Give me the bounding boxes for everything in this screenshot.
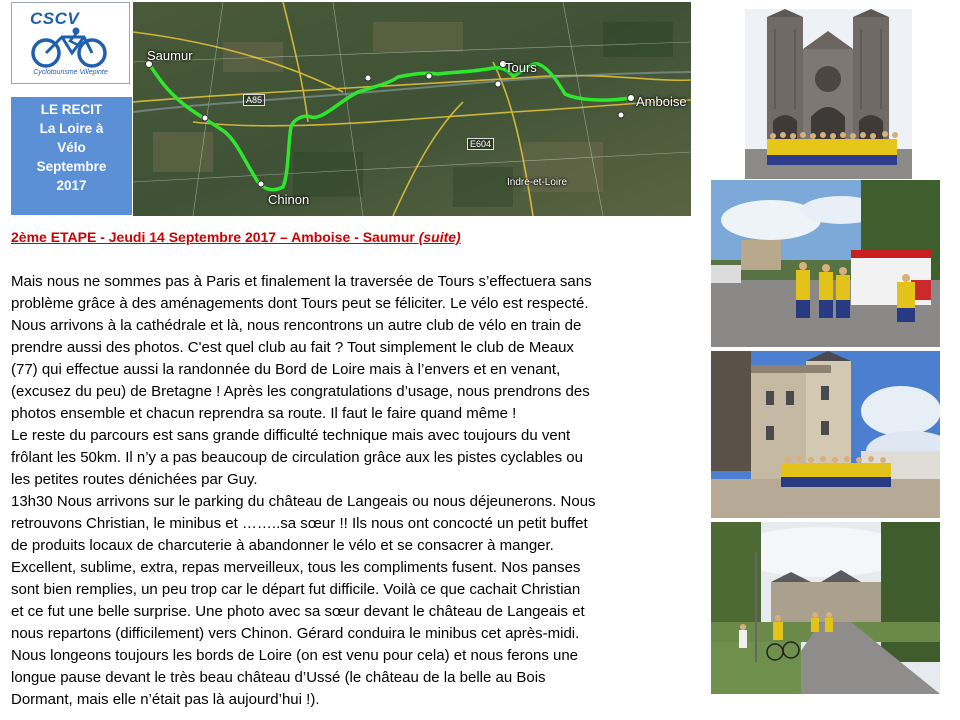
road-label-e604: E604 — [467, 138, 494, 150]
body-line: Dormant, mais elle n’était pas là aujourd’hui !). — [11, 691, 320, 708]
photo-cathedral — [745, 9, 912, 179]
body-line: (excusez du peu) de Bretagne ! Après les congratulations d’usage, nous prendrons des — [11, 383, 590, 400]
title-line: Vélo — [57, 140, 86, 155]
body-line: photos ensemble et chacun reprendra sa route. Il faut le faire quand même ! — [11, 405, 517, 422]
title-line: 2017 — [56, 178, 87, 193]
stage-heading-main: 2ème ETAPE - Jeudi 14 Septembre 2017 – Amboise - Saumur — [11, 229, 419, 245]
logo-subtitle: Cyclotourisme Villepinte — [33, 69, 108, 76]
body-line: les petites routes dénichées par Guy. — [11, 471, 258, 488]
body-line: de produits locaux de charcuterie à abandonner le vélo et se consacrer à manger. — [11, 537, 554, 554]
body-line: prendre aussi des photos. C'est quel club au fait ? Tout simplement le club de Meaux — [11, 339, 574, 356]
body-line: Excellent, sublime, extra, repas merveilleux, tous les compliments fusent. Nos panses — [11, 559, 581, 576]
map-label-amboise: Amboise — [636, 94, 687, 109]
logo-title: CSCV — [30, 9, 80, 28]
stage-heading — [11, 229, 461, 245]
club-logo — [11, 2, 130, 84]
body-line: 13h30 Nous arrivons sur le parking du château de Langeais ou nous déjeunerons. Nous — [11, 493, 596, 510]
route-map — [133, 2, 691, 216]
photo-langeais — [711, 351, 940, 518]
map-label-chinon: Chinon — [268, 192, 310, 207]
body-line: retrouvons Christian, le minibus et ……..sa sœur !! Ils nous ont concocté un petit buffet — [11, 515, 588, 532]
story-body — [11, 271, 701, 711]
body-line: (77) qui effectue aussi la randonnée du Bord de Loire mais à l’envers et en venant, — [11, 361, 561, 378]
body-line: Le reste du parcours est sans grande difficulté technique mais avec toujours du vent — [11, 427, 571, 444]
story-title-box — [11, 97, 132, 215]
body-line: et ce fut une belle surprise. Une photo avec sa sœur devant le château de Langeais et — [11, 603, 585, 620]
map-label-region: Indre-et-Loire — [507, 177, 568, 188]
map-label-saumur: Saumur — [147, 48, 193, 63]
body-line: Nous longeons toujours les bords de Loire (on est venu pour cela) et nous ferons une — [11, 647, 579, 664]
title-line: La Loire à — [39, 121, 104, 136]
bicycle-icon — [26, 27, 116, 69]
photo-usse — [711, 522, 940, 694]
road-label-a85: A85 — [243, 94, 265, 106]
body-line: Nous arrivons à la cathédrale et là, nous rencontrons un autre club de vélo en train de — [11, 317, 582, 334]
title-line: LE RECIT — [40, 102, 103, 117]
body-line: frôlant les 50km. Il n’y a pas beaucoup de circulation grâce aux les pistes cyclables ou — [11, 449, 583, 466]
body-line: sont bien remplies, un peu trop car le départ fut difficile. Voilà ce que cachait Christian — [11, 581, 581, 598]
title-line: Septembre — [36, 159, 107, 174]
photo-minibus — [711, 180, 940, 347]
body-line: problème grâce à des aménagements dont Tours peut se féliciter. Le vélo est respecté. — [11, 295, 589, 312]
body-line: nous repartons (difficilement) vers Chinon. Gérard conduira le minibus cet après-midi. — [11, 625, 580, 642]
body-line: Mais nous ne sommes pas à Paris et finalement la traversée de Tours s’effectuera sans — [11, 273, 592, 290]
map-label-tours: Tours — [505, 60, 537, 75]
body-line: longue pause devant le très beau château d’Ussé (le château de la belle au Bois — [11, 669, 546, 686]
stage-heading-suite: (suite) — [418, 229, 461, 245]
